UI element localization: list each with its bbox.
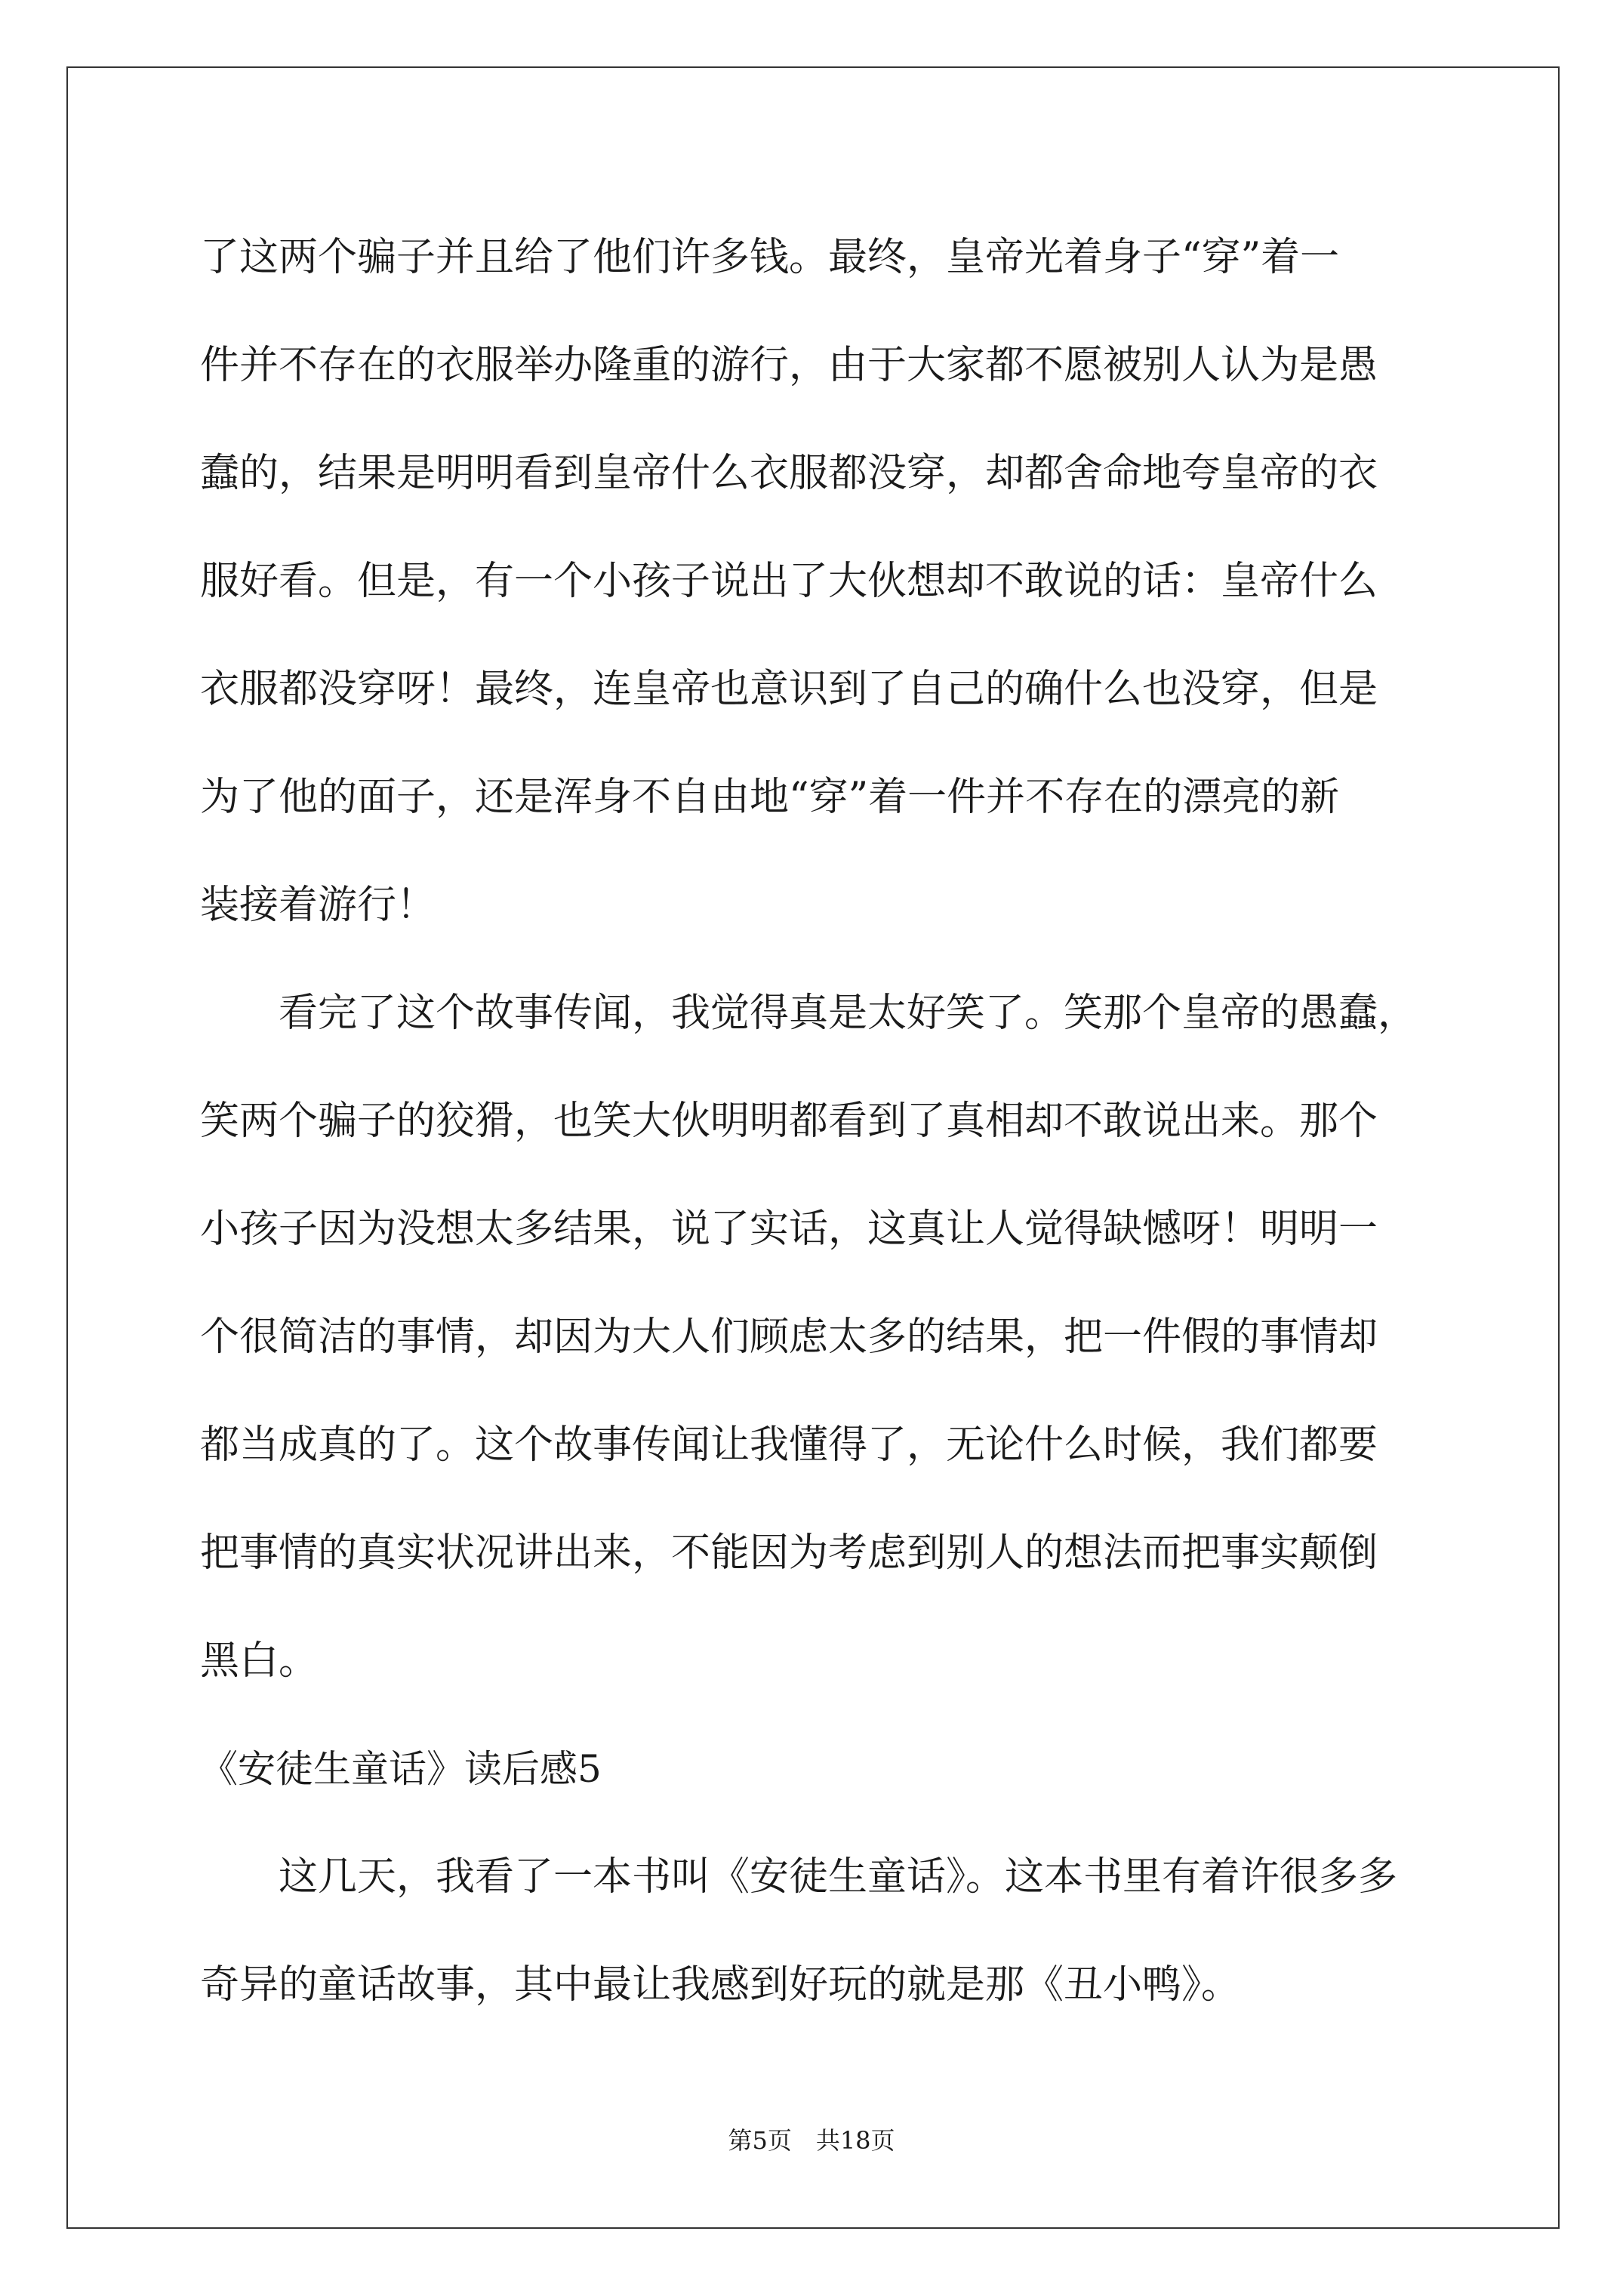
paragraph-first-line: 看完了这个故事传闻，我觉得真是太好笑了。笑那个皇帝的愚蠢， <box>279 991 1418 1036</box>
body-line: 把事情的真实状况讲出来，不能因为考虑到别人的想法而把事实颠倒 <box>200 1530 1378 1576</box>
body-line: 装接着游行！ <box>200 883 436 928</box>
body-line: 个很简洁的事情，却因为大人们顾虑太多的结果，把一件假的事情却 <box>200 1314 1378 1360</box>
body-line: 服好看。但是，有一个小孩子说出了大伙想却不敢说的话：皇帝什么 <box>200 559 1378 604</box>
body-line: 衣服都没穿呀！最终，连皇帝也意识到了自己的确什么也没穿，但是 <box>200 667 1378 712</box>
body-line: 黑白。 <box>200 1638 319 1684</box>
body-line: 了这两个骗子并且给了他们许多钱。最终，皇帝光着身子“穿”着一 <box>200 235 1340 280</box>
body-line: 奇异的童话故事，其中最让我感到好玩的就是那《丑小鸭》。 <box>200 1962 1241 2008</box>
paragraph-first-line: 这几天，我看了一本书叫《安徒生童话》。这本书里有着许很多多 <box>279 1854 1398 1900</box>
page-number: 第5页 共18页 <box>728 2126 895 2155</box>
section-heading: 《安徒生童话》读后感5 <box>200 1747 602 1791</box>
body-line: 都当成真的了。这个故事传闻让我懂得了，无论什么时候，我们都要 <box>200 1422 1378 1468</box>
body-line: 笑两个骗子的狡猾，也笑大伙明明都看到了真相却不敢说出来。那个 <box>200 1099 1378 1144</box>
body-line: 为了他的面子，还是浑身不自由地“穿”着一件并不存在的漂亮的新 <box>200 775 1340 820</box>
document-body <box>200 204 1442 2039</box>
body-line: 件并不存在的衣服举办隆重的游行，由于大家都不愿被别人认为是愚 <box>200 343 1378 388</box>
body-line: 蠢的，结果是明明看到皇帝什么衣服都没穿，却都舍命地夸皇帝的衣 <box>200 451 1378 496</box>
body-line: 小孩子因为没想太多结果，说了实话，这真让人觉得缺憾呀！明明一 <box>200 1207 1378 1252</box>
